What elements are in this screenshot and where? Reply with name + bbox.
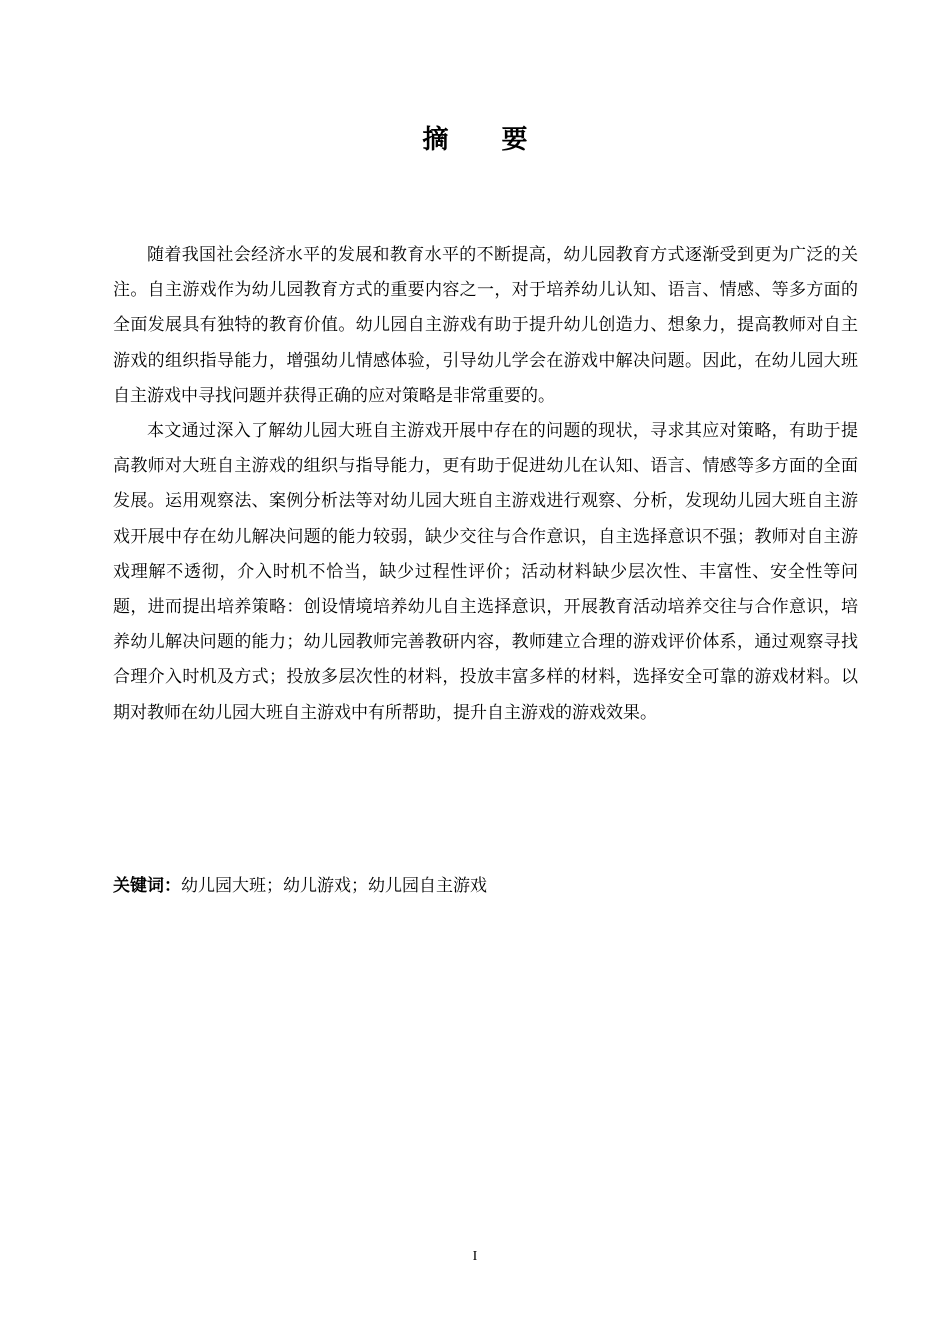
page-title: 摘 要	[422, 125, 550, 155]
keywords-value: 幼儿园大班；幼儿游戏；幼儿园自主游戏	[181, 876, 487, 896]
page-number: I	[472, 1249, 478, 1264]
keywords-line	[113, 870, 858, 902]
abstract-body	[113, 238, 858, 731]
abstract-paragraph-2: 本文通过深入了解幼儿园大班自主游戏开展中存在的问题的现状，寻求其应对策略，有助于提高教师对大班自主游戏的组织与指导能力，更有助于促进幼儿在认知、语言、情感等多方面的全面发展。运用观察法、案例分析法等对幼儿园大班自主游戏进行观察、分析，发现幼儿园大班自主游戏开展中存在幼儿解决问题的能力较弱，缺少交往与合作意识，自主选择意识不强；教师对自主游戏理解不透彻，介入时机不恰当，缺少过程性评价；活动材料缺少层次性、丰富性、安全性等问题，进而提出培养策略：创设情境培养幼儿自主选择意识，开展教育活动培养交往与合作意识，培养幼儿解决问题的能力；幼儿园教师完善教研内容，教师建立合理的游戏评价体系，通过观察寻找合理介入时机及方式；投放多层次性的材料，投放丰富多样的材料，选择安全可靠的游戏材料。以期对教师在幼儿园大班自主游戏中有所帮助，提升自主游戏的游戏效果。	[113, 421, 858, 723]
abstract-paragraph-1: 随着我国社会经济水平的发展和教育水平的不断提高，幼儿园教育方式逐渐受到更为广泛的关注。自主游戏作为幼儿园教育方式的重要内容之一，对于培养幼儿认知、语言、情感、等多方面的全面发展具有独特的教育价值。幼儿园自主游戏有助于提升幼儿创造力、想象力，提高教师对自主游戏的组织指导能力，增强幼儿情感体验，引导幼儿学会在游戏中解决问题。因此，在幼儿园大班自主游戏中寻找问题并获得正确的应对策略是非常重要的。	[113, 245, 858, 406]
keywords-label: 关键词：	[113, 876, 181, 896]
